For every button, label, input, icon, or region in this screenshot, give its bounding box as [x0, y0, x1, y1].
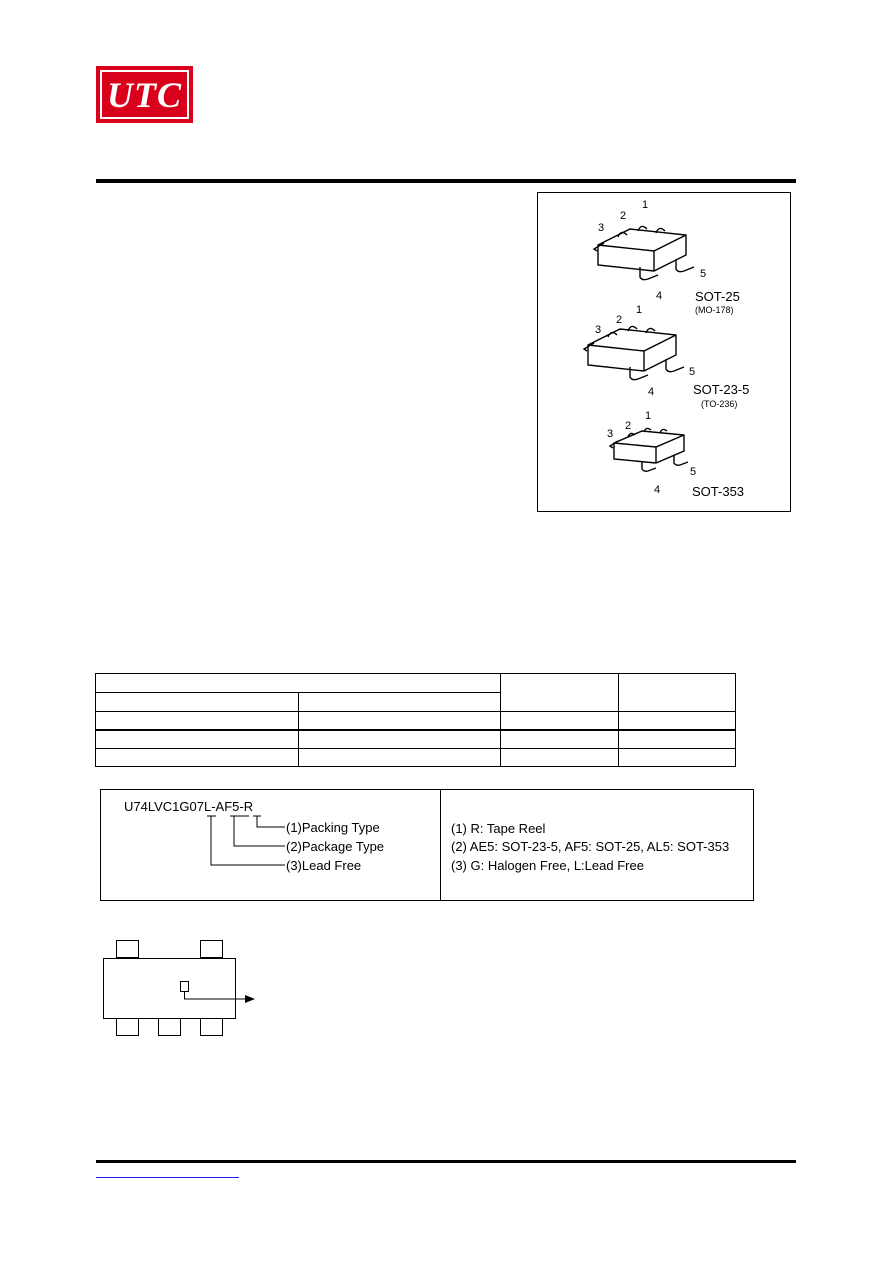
part-number: U74LVC1G07L-AF5-R	[124, 799, 254, 814]
sot235-name: SOT-23-5	[693, 382, 750, 397]
decoding-item-package-type: (2)Package Type	[286, 839, 385, 854]
logo-text: UTC	[107, 74, 182, 115]
footer-link-underline[interactable]	[96, 1177, 239, 1178]
ordering-table	[95, 673, 736, 767]
marking-pin-bottom-mid	[159, 1019, 181, 1036]
utc-logo	[96, 66, 193, 123]
sot25-pin-1: 1	[642, 199, 649, 211]
logo-frame	[100, 70, 189, 119]
sot235-pin-4: 4	[648, 386, 655, 398]
decoding-item-lead-free: (3)Lead Free	[286, 858, 362, 873]
marking-dot-box	[181, 982, 189, 992]
sot25-sub: (MO-178)	[695, 305, 734, 315]
sot235-sub: (TO-236)	[701, 399, 738, 409]
sot353-pin-3: 3	[607, 428, 614, 440]
decoding-note-package: (2) AE5: SOT-23-5, AF5: SOT-25, AL5: SOT-353	[451, 839, 730, 854]
ordering-table-grid	[95, 673, 736, 767]
sot25-pin-3: 3	[598, 222, 605, 234]
part-number-decoding	[100, 789, 754, 901]
package-illustrations	[537, 192, 791, 512]
marking-pin-bottom-right	[201, 1019, 223, 1036]
header-rule	[96, 179, 796, 183]
sot235-pin-2: 2	[616, 314, 623, 326]
sot353-pin-4: 4	[654, 484, 661, 496]
marking-diagram-svg	[100, 938, 270, 1038]
sot25-name: SOT-25	[695, 289, 740, 304]
decoding-note-packing: (1) R: Tape Reel	[451, 821, 546, 836]
marking-body	[104, 959, 236, 1019]
sot353-pin-2: 2	[625, 420, 632, 432]
marking-pin-top-left	[117, 941, 139, 958]
sot235-pin-5: 5	[689, 366, 696, 378]
decoding-item-packing-type: (1)Packing Type	[286, 820, 380, 835]
sot-353-drawing	[610, 428, 688, 471]
sot353-name: SOT-353	[692, 484, 745, 499]
marking-arrow-icon	[245, 995, 255, 1003]
sot25-pin-2: 2	[620, 210, 627, 222]
decoding-note-lead-free: (3) G: Halogen Free, L:Lead Free	[451, 858, 644, 873]
marking-pin-top-right	[201, 941, 223, 958]
sot235-pin-1: 1	[636, 304, 643, 316]
sot235-pin-3: 3	[595, 324, 602, 336]
sot25-pin-5: 5	[700, 268, 707, 280]
marking-pin-bottom-left	[117, 1019, 139, 1036]
package-drawings-svg	[538, 193, 792, 513]
marking-diagram	[100, 938, 270, 1038]
sot353-pin-5: 5	[690, 466, 697, 478]
footer-rule	[96, 1160, 796, 1163]
sot-25-drawing	[594, 226, 694, 279]
sot353-pin-1: 1	[645, 410, 652, 422]
sot25-pin-4: 4	[656, 290, 663, 302]
